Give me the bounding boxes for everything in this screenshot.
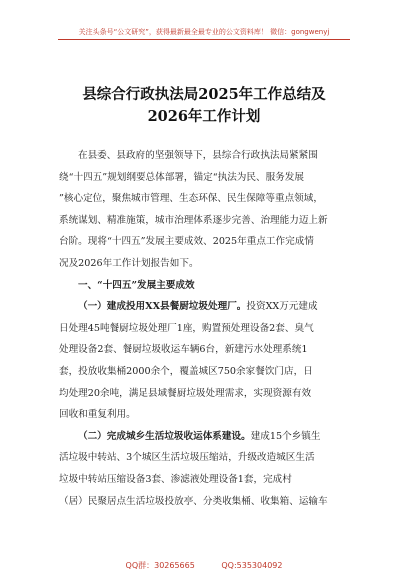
intro-line: 台阶。现将“十四五”发展主要成效、2025年重点工作完成情 [59, 236, 314, 248]
item-1-line: 套，投放收集桶2000余个，覆盖城区750余家餐饮门店，日 [59, 365, 313, 377]
item-2-line: （居）民聚居点生活垃圾投放亭、分类收集桶、收集箱、运输车 [59, 495, 328, 507]
intro-line: ”核心定位，聚焦城市管理、生态环保、民生保障等重点领域， [59, 193, 323, 205]
item-1-heading: （一）建成投用XX县餐厨垃圾处理厂。 [78, 301, 247, 313]
intro-line: 况及2026年工作计划报告如下。 [59, 257, 199, 269]
item-1-first-line [59, 296, 349, 318]
footer-qq: QQ:535304092 [221, 561, 283, 570]
header-divider [58, 39, 350, 40]
intro-line: 绕“十四五”规划纲要总体部署，锚定“执法为民、服务发展 [59, 171, 304, 183]
section-heading: 一、“十四五”发展主要成效 [78, 279, 195, 291]
item-1-text: 投资XX万元建成 [246, 301, 318, 313]
item-1-line: 处理设备2套、餐厨垃圾收运车辆6台，新建污水处理系统1 [59, 344, 308, 356]
item-2-heading: （二）完成城乡生活垃圾收运体系建设。 [78, 430, 251, 442]
item-2-first-line [59, 426, 349, 448]
item-1-line: 回收和重复利用。 [59, 409, 136, 421]
document-title [40, 84, 368, 128]
item-2-line: 活垃圾中转站、3个城区生活垃圾压缩站，升级改造城区生活 [59, 452, 315, 464]
title-line-2: 2026年工作计划 [147, 108, 261, 125]
item-1-line: 均处理20余吨，满足县域餐厨垃圾处理需求，实现资源有效 [59, 387, 312, 399]
item-2-line: 垃圾中转站压缩设备3套、渗滤液处理设备1套，完成村 [59, 473, 292, 485]
intro-line: 系统谋划、精准施策，城市治理体系逐步完善、治理能力迈上新 [59, 214, 328, 226]
item-1-line: 日处理45吨餐厨垃圾处理厂1座，购置预处理设备2套、臭气 [59, 322, 314, 334]
footer-qq-group: QQ群：30265665 [125, 561, 195, 570]
item-2-text: 建成15个乡镇生 [250, 430, 321, 442]
intro-line: 在县委、县政府的坚强领导下，县综合行政执法局紧紧围 [78, 150, 318, 161]
document-body [59, 145, 349, 512]
header-banner: 关注头条号“公文研究”，获得最新最全最专业的公文资料库！ 微信：gongwenyj [78, 28, 330, 36]
footer [0, 560, 408, 571]
title-line-1: 县综合行政执法局2025年工作总结及 [82, 86, 326, 103]
